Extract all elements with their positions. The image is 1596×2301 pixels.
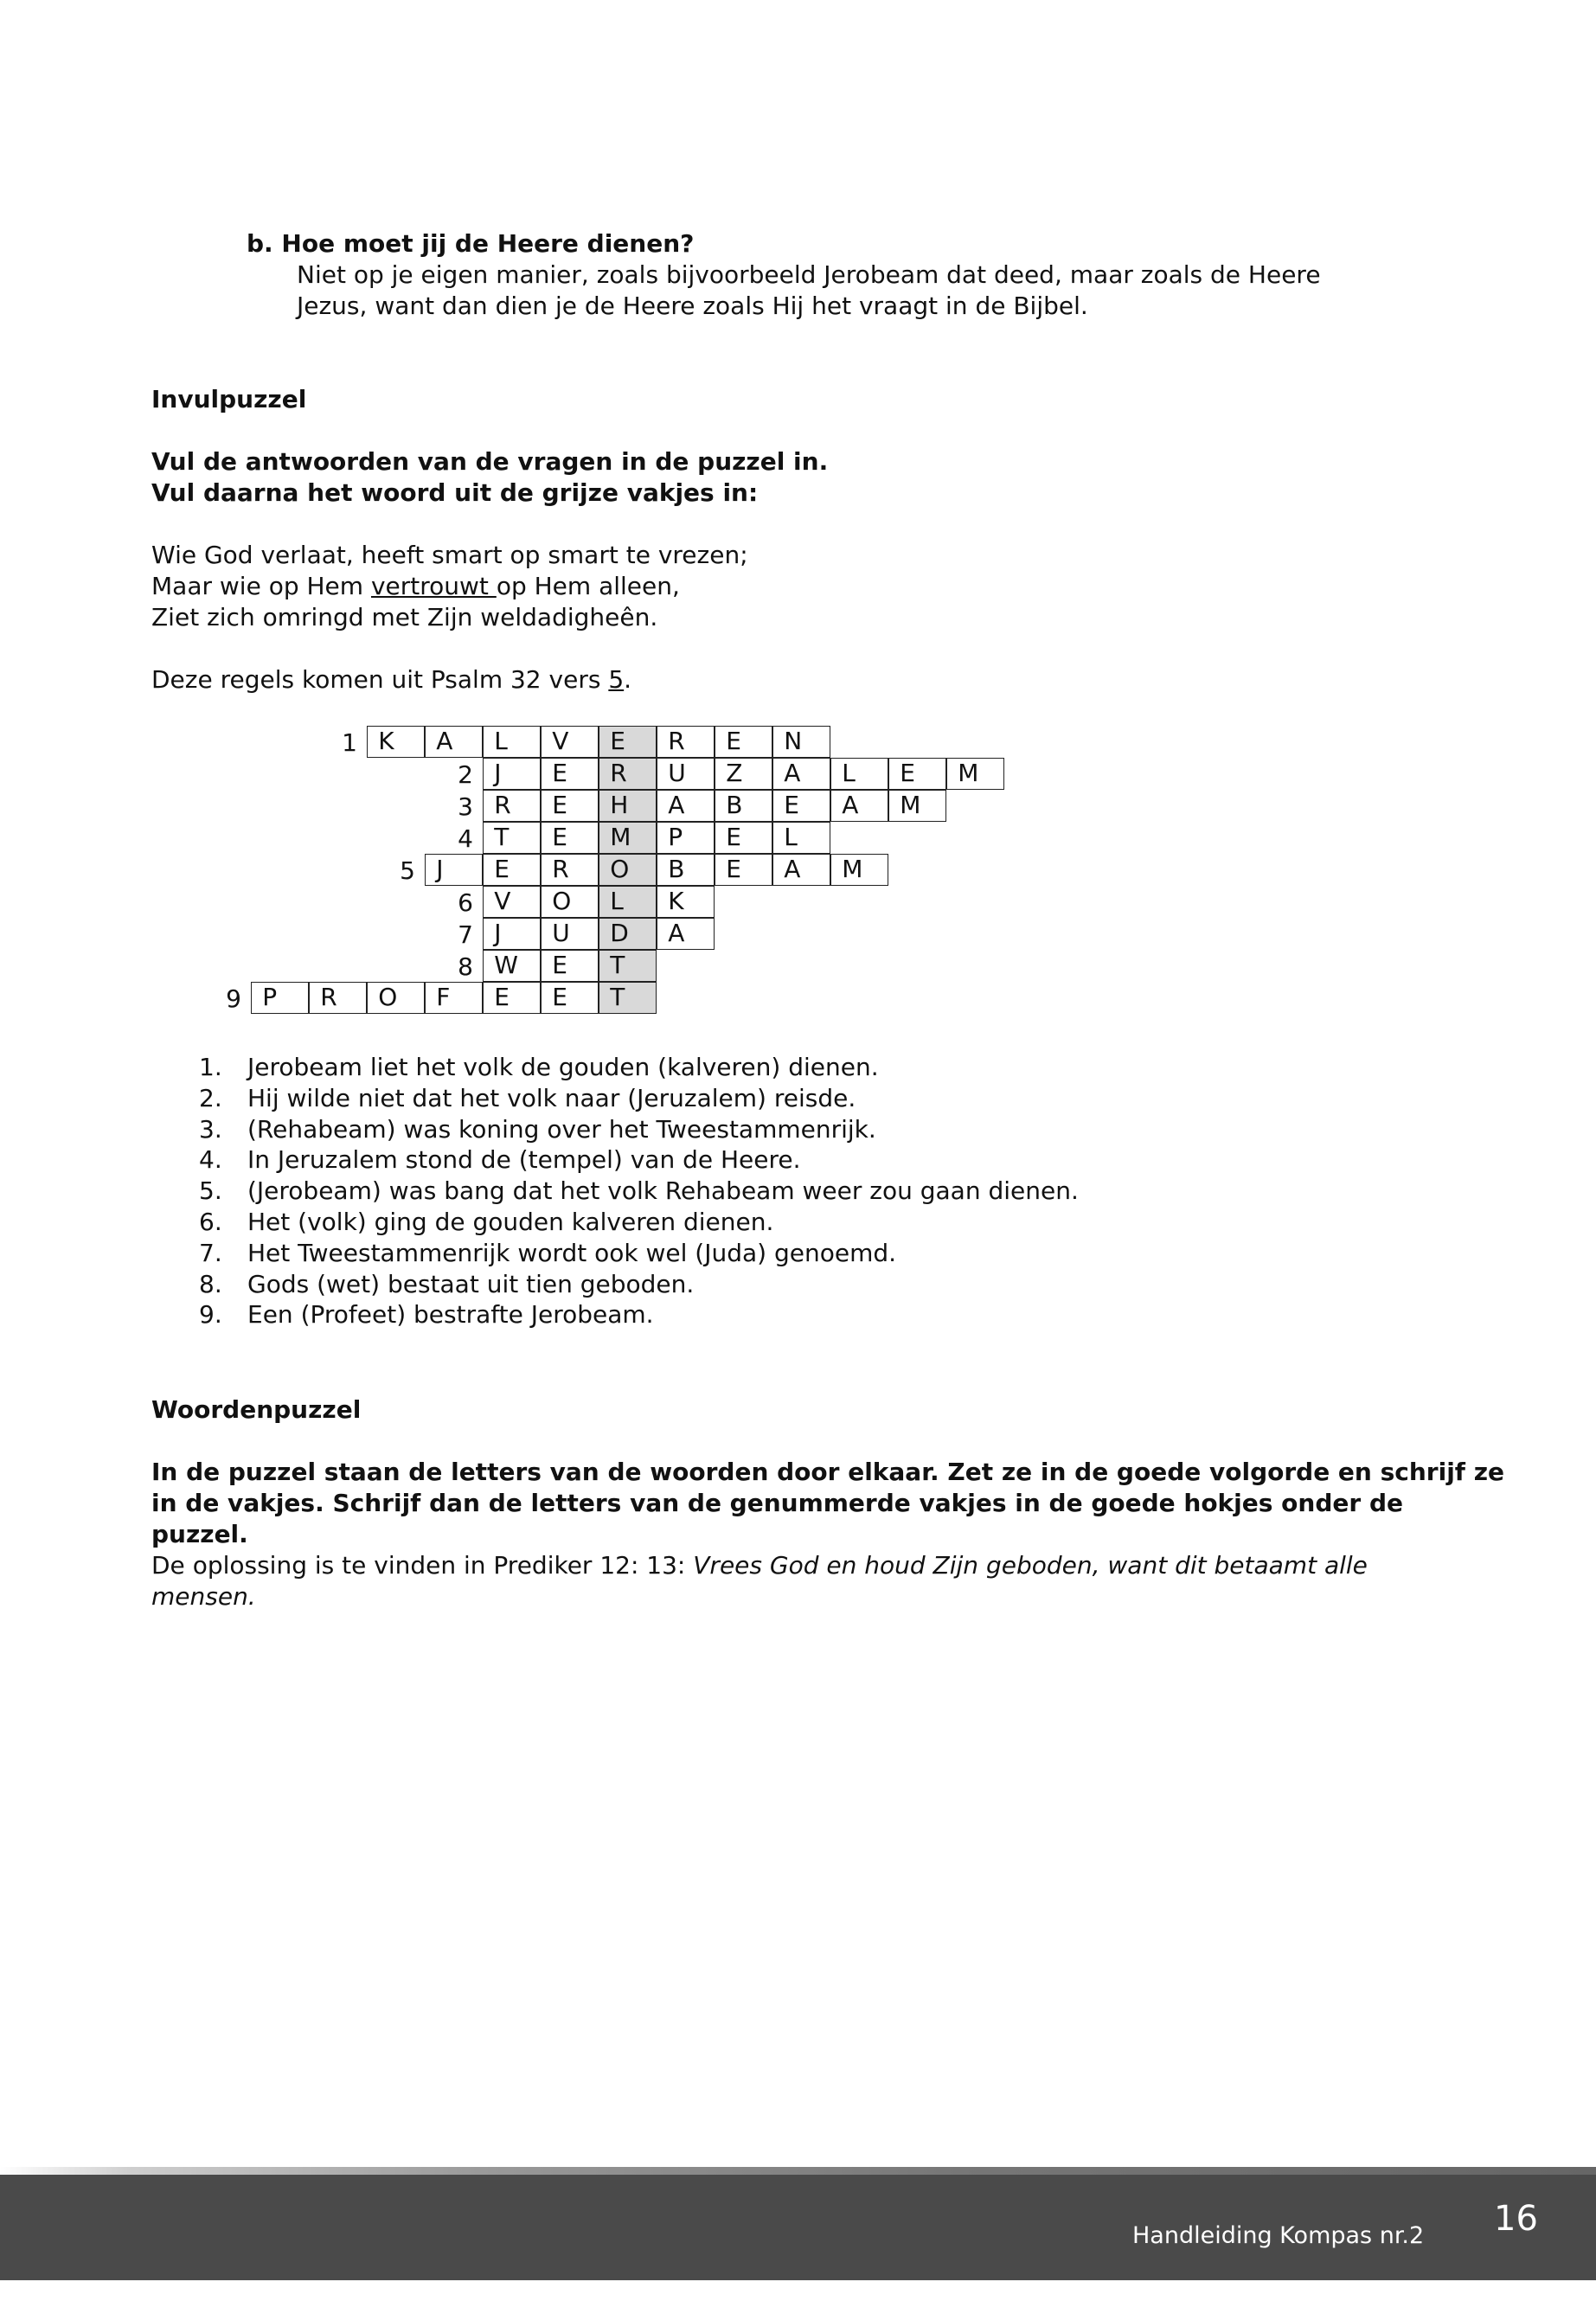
clue-number: 9. [199, 1300, 222, 1330]
crossword-cell: J [483, 918, 541, 950]
poem-line-3: Ziet zich omringd met Zijn weldadigheên. [151, 603, 658, 631]
clue-text: Gods (wet) bestaat uit tien geboden. [247, 1269, 695, 1298]
woordenpuzzel-instruction-2: in de vakjes. Schrijf dan de letters van de genummerde vakjes in de goede hokjes onder de [151, 1489, 1403, 1517]
poem-line-2: Maar wie op Hem vertrouwt op Hem alleen, [151, 572, 680, 600]
invulpuzzel-instruction-2: Vul daarna het woord uit de grijze vakjes in: [151, 478, 759, 507]
answer-b-line-1: Niet op je eigen manier, zoals bijvoorbeeld Jerobeam dat deed, maar zoals de Heere [297, 260, 1321, 289]
crossword-cell: P [251, 982, 309, 1014]
crossword-solution-cell: H [599, 790, 657, 822]
solution-quote: Vrees God en houd Zijn geboden, want dit betaamt alle [693, 1551, 1368, 1580]
crossword-cell: E [541, 790, 599, 822]
crossword-cell: U [541, 918, 599, 950]
crossword-solution-cell: T [599, 982, 657, 1014]
crossword-cell: R [483, 790, 541, 822]
crossword-cell: A [830, 790, 888, 822]
crossword-cell: E [483, 982, 541, 1014]
crossword-row-number: 2 [458, 760, 473, 789]
crossword-cell: P [657, 822, 715, 854]
crossword-cell: E [715, 822, 772, 854]
crossword-row-number: 8 [458, 952, 473, 981]
crossword-solution-cell: R [599, 758, 657, 790]
woordenpuzzel-instruction-1: In de puzzel staan de letters van de woorden door elkaar. Zet ze in de goede volgorde en schrijf ze [151, 1458, 1505, 1486]
crossword-solution-cell: D [599, 918, 657, 950]
crossword-cell: E [715, 854, 772, 886]
clue-text: (Jerobeam) was bang dat het volk Rehabeam weer zou gaan dienen. [247, 1176, 1079, 1206]
crossword-row-number: 5 [400, 856, 415, 885]
crossword-solution-cell: M [599, 822, 657, 854]
crossword-cell: Z [715, 758, 772, 790]
crossword-cell: E [715, 726, 772, 758]
clue-number: 3. [199, 1114, 222, 1144]
crossword-solution-cell: E [599, 726, 657, 758]
crossword-cell: E [888, 758, 946, 790]
crossword-row-number: 1 [342, 728, 357, 757]
crossword-cell: E [772, 790, 830, 822]
crossword-cell: R [541, 854, 599, 886]
crossword-cell: E [541, 758, 599, 790]
crossword-cell: A [425, 726, 483, 758]
clue-text: Een (Profeet) bestrafte Jerobeam. [247, 1300, 654, 1330]
crossword-row-number: 7 [458, 920, 473, 949]
clue-number: 1. [199, 1053, 222, 1081]
crossword-cell: M [830, 854, 888, 886]
footer-title: Handleiding Kompas nr.2 [1132, 2222, 1425, 2249]
crossword-cell: E [541, 822, 599, 854]
page-number: 16 [1494, 2199, 1538, 2239]
crossword-cell: W [483, 950, 541, 982]
crossword-cell: E [541, 950, 599, 982]
crossword-cell: O [367, 982, 425, 1014]
crossword-row-number: 6 [458, 888, 473, 917]
crossword-cell: A [772, 758, 830, 790]
invulpuzzel-title: Invulpuzzel [151, 385, 307, 413]
crossword-cell: A [657, 918, 715, 950]
crossword-cell: F [425, 982, 483, 1014]
clue-text: Jerobeam liet het volk de gouden (kalveren) dienen. [247, 1053, 879, 1081]
crossword-cell: O [541, 886, 599, 918]
poem-line-1: Wie God verlaat, heeft smart op smart te vrezen; [151, 541, 748, 569]
crossword-cell: A [772, 854, 830, 886]
crossword-cell: B [715, 790, 772, 822]
crossword-cell: E [541, 982, 599, 1014]
crossword-cell: M [946, 758, 1004, 790]
crossword-cell: E [483, 854, 541, 886]
crossword-solution-cell: O [599, 854, 657, 886]
psalm-source: Deze regels komen uit Psalm 32 vers 5. [151, 665, 632, 694]
clue-number: 2. [199, 1083, 222, 1112]
crossword-row-number: 3 [458, 792, 473, 821]
crossword-cell: V [483, 886, 541, 918]
crossword-cell: J [483, 758, 541, 790]
crossword-cell: T [483, 822, 541, 854]
clue-text: In Jeruzalem stond de (tempel) van de Heere. [247, 1145, 801, 1175]
answer-b-line-2: Jezus, want dan dien je de Heere zoals Hij het vraagt in de Bijbel. [297, 292, 1088, 320]
crossword-cell: R [309, 982, 367, 1014]
woordenpuzzel-title: Woordenpuzzel [151, 1395, 362, 1424]
crossword-cell: B [657, 854, 715, 886]
crossword-cell: A [657, 790, 715, 822]
crossword-cell: K [367, 726, 425, 758]
crossword-cell: M [888, 790, 946, 822]
clue-text: Het Tweestammenrijk wordt ook wel (Juda) genoemd. [247, 1238, 897, 1267]
crossword-row-number: 9 [226, 984, 241, 1013]
clue-number: 4. [199, 1145, 222, 1175]
crossword-cell: L [830, 758, 888, 790]
clue-number: 6. [199, 1208, 222, 1236]
crossword-cell: J [425, 854, 483, 886]
psalm-verse-answer: 5 [608, 665, 625, 694]
clue-number: 8. [199, 1269, 222, 1298]
crossword-solution-cell: T [599, 950, 657, 982]
crossword-cell: L [483, 726, 541, 758]
crossword-cell: V [541, 726, 599, 758]
solution-line-2: mensen. [151, 1582, 256, 1611]
poem-answer-word: vertrouwt [370, 572, 497, 600]
question-b-heading: b. Hoe moet jij de Heere dienen? [247, 229, 695, 258]
clue-text: Hij wilde niet dat het volk naar (Jeruzalem) reisde. [247, 1083, 856, 1112]
crossword-cell: R [657, 726, 715, 758]
invulpuzzel-instruction-1: Vul de antwoorden van de vragen in de puzzel in. [151, 447, 829, 476]
crossword-cell: K [657, 886, 715, 918]
clue-number: 7. [199, 1238, 222, 1267]
crossword-cell: L [772, 822, 830, 854]
woordenpuzzel-instruction-3: puzzel. [151, 1520, 248, 1548]
clue-text: Het (volk) ging de gouden kalveren dienen. [247, 1208, 774, 1236]
crossword-solution-cell: L [599, 886, 657, 918]
clue-number: 5. [199, 1176, 222, 1206]
crossword-cell: N [772, 726, 830, 758]
crossword-cell: U [657, 758, 715, 790]
clue-text: (Rehabeam) was koning over het Tweestammenrijk. [247, 1114, 876, 1144]
solution-line-1: De oplossing is te vinden in Prediker 12: 13: Vrees God en houd Zijn geboden, want dit betaamt alle [151, 1551, 1368, 1580]
crossword-row-number: 4 [458, 824, 473, 853]
